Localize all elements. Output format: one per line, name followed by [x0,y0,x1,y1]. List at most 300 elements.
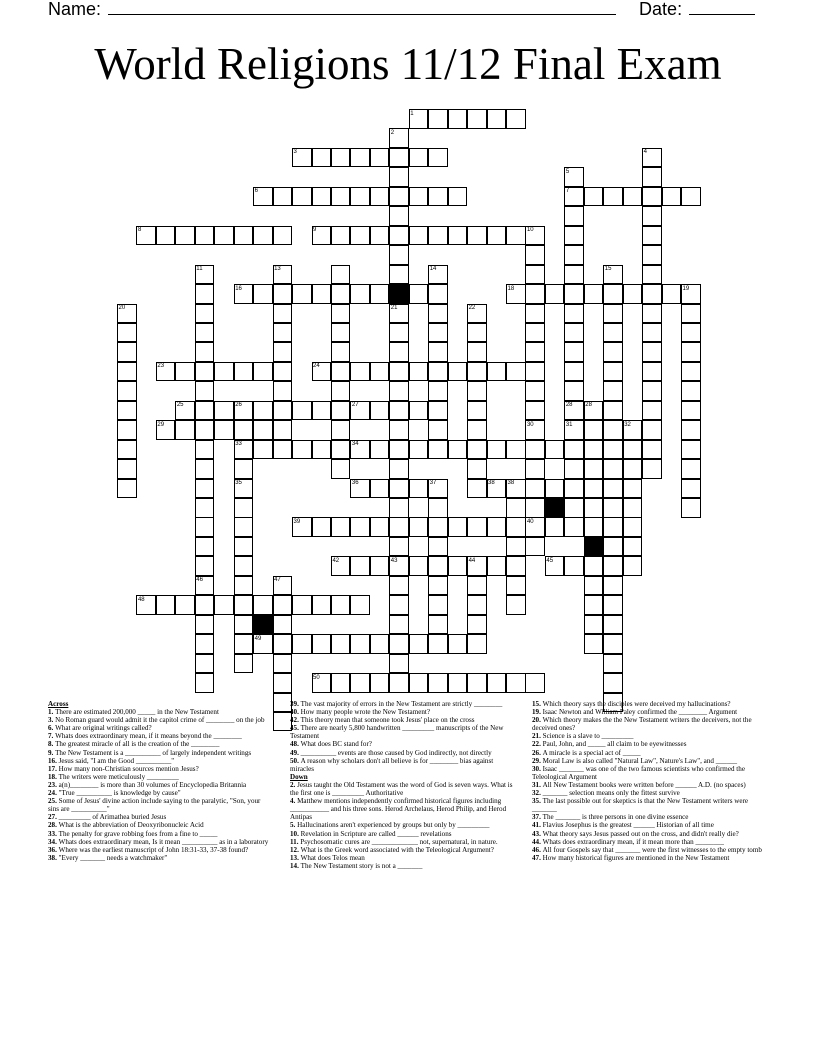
crossword-cell[interactable] [506,556,526,576]
crossword-cell[interactable] [389,673,409,693]
crossword-cell[interactable] [681,304,701,324]
crossword-cell[interactable] [642,245,662,265]
crossword-cell[interactable] [623,479,643,499]
crossword-cell[interactable] [273,401,293,421]
crossword-cell[interactable] [642,284,662,304]
crossword-cell[interactable] [175,420,195,440]
crossword-cell[interactable] [389,459,409,479]
crossword-cell[interactable] [195,284,215,304]
crossword-cell[interactable] [545,440,565,460]
crossword-cell[interactable] [603,440,623,460]
crossword-cell[interactable] [681,323,701,343]
crossword-cell[interactable] [564,323,584,343]
crossword-cell[interactable] [331,634,351,654]
crossword-cell[interactable] [273,420,293,440]
crossword-cell[interactable] [467,479,487,499]
crossword-cell[interactable] [117,479,137,499]
crossword-cell[interactable] [331,381,351,401]
crossword-cell[interactable] [428,342,448,362]
crossword-cell[interactable] [642,362,662,382]
crossword-cell[interactable] [253,226,273,246]
crossword-cell[interactable] [156,595,176,615]
crossword-cell[interactable] [642,381,662,401]
crossword-cell[interactable] [603,634,623,654]
crossword-cell[interactable] [117,381,137,401]
crossword-cell[interactable] [467,595,487,615]
crossword-cell[interactable] [195,654,215,674]
crossword-cell[interactable] [428,304,448,324]
crossword-cell[interactable] [662,284,682,304]
crossword-cell[interactable] [389,226,409,246]
crossword-cell[interactable] [389,381,409,401]
crossword-cell[interactable] [681,459,701,479]
crossword-cell[interactable] [487,226,507,246]
crossword-cell[interactable] [642,187,662,207]
crossword-cell[interactable] [467,634,487,654]
crossword-cell[interactable] [681,498,701,518]
crossword-cell[interactable] [428,440,448,460]
crossword-cell[interactable] [603,284,623,304]
crossword-cell[interactable] [506,498,526,518]
crossword-cell[interactable] [331,148,351,168]
crossword-cell[interactable] [292,595,312,615]
crossword-cell[interactable] [331,304,351,324]
crossword-cell[interactable] [195,517,215,537]
crossword-cell[interactable] [175,595,195,615]
crossword-cell[interactable] [506,537,526,557]
crossword-cell[interactable] [603,381,623,401]
crossword-cell[interactable] [506,673,526,693]
crossword-cell[interactable] [350,226,370,246]
crossword-cell[interactable] [273,323,293,343]
crossword-cell[interactable] [681,401,701,421]
crossword-cell[interactable] [448,226,468,246]
crossword-cell[interactable] [545,479,565,499]
crossword-cell[interactable] [642,420,662,440]
crossword-cell[interactable] [175,362,195,382]
crossword-cell[interactable] [525,362,545,382]
crossword-cell[interactable] [681,420,701,440]
crossword-cell[interactable] [603,459,623,479]
crossword-cell[interactable] [428,498,448,518]
crossword-cell[interactable] [350,517,370,537]
crossword-cell[interactable] [273,187,293,207]
crossword-cell[interactable] [409,440,429,460]
crossword-cell[interactable] [389,265,409,285]
crossword-cell[interactable] [409,148,429,168]
crossword-cell[interactable] [389,401,409,421]
crossword-cell[interactable] [584,187,604,207]
crossword-cell[interactable] [467,381,487,401]
crossword-cell[interactable] [331,595,351,615]
crossword-cell[interactable] [253,420,273,440]
crossword-cell[interactable] [525,381,545,401]
crossword-cell[interactable] [312,187,332,207]
crossword-cell[interactable] [370,517,390,537]
crossword-cell[interactable] [584,576,604,596]
crossword-cell[interactable] [525,498,545,518]
crossword-cell[interactable] [370,556,390,576]
crossword-cell[interactable] [389,615,409,635]
crossword-cell[interactable] [370,673,390,693]
crossword-cell[interactable] [584,556,604,576]
crossword-cell[interactable] [428,517,448,537]
crossword-cell[interactable] [214,226,234,246]
crossword-cell[interactable] [603,498,623,518]
crossword-cell[interactable] [195,362,215,382]
crossword-cell[interactable] [428,595,448,615]
crossword-cell[interactable] [428,615,448,635]
crossword-cell[interactable] [448,187,468,207]
crossword-cell[interactable] [564,226,584,246]
crossword-cell[interactable] [487,109,507,129]
crossword-cell[interactable] [350,673,370,693]
crossword-cell[interactable] [331,284,351,304]
crossword-cell[interactable] [117,401,137,421]
crossword-cell[interactable] [214,420,234,440]
crossword-cell[interactable] [370,187,390,207]
crossword-cell[interactable] [195,479,215,499]
crossword-cell[interactable] [195,673,215,693]
crossword-cell[interactable] [584,595,604,615]
crossword-cell[interactable] [331,362,351,382]
crossword-cell[interactable] [389,167,409,187]
crossword-cell[interactable] [642,440,662,460]
crossword-cell[interactable] [234,498,254,518]
crossword-cell[interactable] [350,187,370,207]
crossword-cell[interactable] [642,342,662,362]
crossword-cell[interactable] [603,595,623,615]
crossword-cell[interactable] [448,556,468,576]
crossword-cell[interactable] [662,187,682,207]
crossword-cell[interactable] [428,148,448,168]
crossword-cell[interactable] [584,420,604,440]
crossword-cell[interactable] [545,284,565,304]
crossword-cell[interactable] [467,673,487,693]
crossword-cell[interactable] [564,381,584,401]
crossword-cell[interactable] [331,342,351,362]
crossword-cell[interactable] [234,576,254,596]
crossword-cell[interactable] [253,401,273,421]
crossword-cell[interactable] [331,226,351,246]
crossword-cell[interactable] [564,265,584,285]
crossword-cell[interactable] [214,362,234,382]
crossword-cell[interactable] [525,401,545,421]
crossword-cell[interactable] [273,615,293,635]
crossword-cell[interactable] [428,362,448,382]
crossword-cell[interactable] [623,556,643,576]
crossword-cell[interactable] [642,304,662,324]
crossword-cell[interactable] [389,634,409,654]
crossword-cell[interactable] [409,517,429,537]
crossword-cell[interactable] [525,342,545,362]
crossword-cell[interactable] [389,440,409,460]
crossword-cell[interactable] [642,459,662,479]
crossword-cell[interactable] [603,673,623,693]
crossword-cell[interactable] [428,381,448,401]
crossword-cell[interactable] [117,342,137,362]
crossword-cell[interactable] [195,342,215,362]
crossword-cell[interactable] [603,479,623,499]
crossword-cell[interactable] [195,537,215,557]
crossword-cell[interactable] [389,342,409,362]
crossword-cell[interactable] [467,323,487,343]
crossword-cell[interactable] [234,537,254,557]
crossword-cell[interactable] [389,576,409,596]
crossword-cell[interactable] [603,401,623,421]
crossword-cell[interactable] [350,556,370,576]
crossword-cell[interactable] [467,109,487,129]
crossword-cell[interactable] [487,517,507,537]
crossword-cell[interactable] [331,401,351,421]
crossword-cell[interactable] [506,440,526,460]
crossword-cell[interactable] [195,440,215,460]
crossword-cell[interactable] [428,634,448,654]
crossword-cell[interactable] [195,401,215,421]
crossword-cell[interactable] [370,634,390,654]
crossword-cell[interactable] [370,148,390,168]
crossword-cell[interactable] [525,284,545,304]
crossword-cell[interactable] [584,459,604,479]
crossword-cell[interactable] [331,440,351,460]
crossword-cell[interactable] [389,498,409,518]
crossword-cell[interactable] [331,459,351,479]
crossword-cell[interactable] [564,284,584,304]
crossword-cell[interactable] [389,517,409,537]
crossword-cell[interactable] [564,440,584,460]
crossword-cell[interactable] [603,420,623,440]
crossword-cell[interactable] [564,479,584,499]
crossword-cell[interactable] [623,537,643,557]
crossword-cell[interactable] [525,245,545,265]
crossword-cell[interactable] [603,654,623,674]
crossword-cell[interactable] [525,673,545,693]
crossword-cell[interactable] [681,342,701,362]
crossword-cell[interactable] [448,673,468,693]
crossword-cell[interactable] [350,362,370,382]
crossword-cell[interactable] [117,420,137,440]
crossword-cell[interactable] [156,226,176,246]
crossword-cell[interactable] [253,595,273,615]
crossword-cell[interactable] [623,284,643,304]
crossword-cell[interactable] [273,595,293,615]
crossword-cell[interactable] [428,420,448,440]
crossword-cell[interactable] [292,440,312,460]
crossword-cell[interactable] [681,362,701,382]
crossword-cell[interactable] [117,362,137,382]
crossword-cell[interactable] [603,517,623,537]
crossword-cell[interactable] [642,323,662,343]
crossword-cell[interactable] [467,615,487,635]
crossword-cell[interactable] [331,673,351,693]
crossword-cell[interactable] [448,634,468,654]
crossword-cell[interactable] [428,284,448,304]
crossword-cell[interactable] [370,284,390,304]
crossword-cell[interactable] [409,284,429,304]
crossword-cell[interactable] [389,479,409,499]
crossword-cell[interactable] [312,284,332,304]
crossword-cell[interactable] [195,615,215,635]
crossword-cell[interactable] [350,148,370,168]
crossword-cell[interactable] [234,556,254,576]
crossword-cell[interactable] [273,284,293,304]
crossword-cell[interactable] [292,187,312,207]
crossword-cell[interactable] [467,459,487,479]
crossword-cell[interactable] [331,517,351,537]
crossword-cell[interactable] [370,362,390,382]
crossword-cell[interactable] [487,440,507,460]
crossword-cell[interactable] [234,420,254,440]
crossword-cell[interactable] [525,479,545,499]
crossword-cell[interactable] [564,517,584,537]
crossword-cell[interactable] [331,187,351,207]
crossword-cell[interactable] [467,362,487,382]
crossword-cell[interactable] [564,245,584,265]
crossword-cell[interactable] [195,226,215,246]
crossword-cell[interactable] [234,615,254,635]
crossword-cell[interactable] [350,284,370,304]
crossword-cell[interactable] [584,440,604,460]
crossword-cell[interactable] [564,342,584,362]
crossword-cell[interactable] [409,226,429,246]
crossword-cell[interactable] [292,284,312,304]
crossword-cell[interactable] [195,498,215,518]
crossword-cell[interactable] [467,576,487,596]
crossword-cell[interactable] [389,323,409,343]
crossword-cell[interactable] [234,362,254,382]
crossword-cell[interactable] [623,459,643,479]
crossword-cell[interactable] [273,381,293,401]
crossword-cell[interactable] [623,498,643,518]
crossword-cell[interactable] [312,517,332,537]
crossword-cell[interactable] [681,440,701,460]
crossword-cell[interactable] [273,304,293,324]
crossword-cell[interactable] [584,479,604,499]
crossword-cell[interactable] [506,517,526,537]
crossword-cell[interactable] [467,420,487,440]
crossword-cell[interactable] [642,401,662,421]
crossword-cell[interactable] [603,576,623,596]
crossword-cell[interactable] [195,381,215,401]
crossword-cell[interactable] [195,556,215,576]
crossword-cell[interactable] [642,206,662,226]
crossword-cell[interactable] [487,556,507,576]
crossword-cell[interactable] [195,634,215,654]
crossword-cell[interactable] [253,440,273,460]
crossword-cell[interactable] [584,498,604,518]
crossword-cell[interactable] [389,245,409,265]
crossword-cell[interactable] [331,420,351,440]
crossword-cell[interactable] [448,109,468,129]
crossword-cell[interactable] [467,517,487,537]
crossword-cell[interactable] [234,459,254,479]
crossword-cell[interactable] [448,362,468,382]
crossword-cell[interactable] [389,206,409,226]
crossword-cell[interactable] [584,517,604,537]
crossword-cell[interactable] [623,187,643,207]
crossword-cell[interactable] [603,187,623,207]
crossword-cell[interactable] [312,148,332,168]
crossword-cell[interactable] [409,479,429,499]
crossword-cell[interactable] [525,440,545,460]
crossword-cell[interactable] [467,342,487,362]
crossword-cell[interactable] [273,673,293,693]
crossword-cell[interactable] [253,284,273,304]
crossword-cell[interactable] [234,226,254,246]
crossword-cell[interactable] [389,537,409,557]
crossword-cell[interactable] [603,304,623,324]
crossword-cell[interactable] [525,304,545,324]
crossword-cell[interactable] [195,420,215,440]
crossword-cell[interactable] [623,517,643,537]
crossword-cell[interactable] [525,537,545,557]
crossword-cell[interactable] [312,595,332,615]
crossword-cell[interactable] [642,226,662,246]
crossword-cell[interactable] [428,673,448,693]
crossword-cell[interactable] [525,265,545,285]
crossword-cell[interactable] [273,654,293,674]
crossword-cell[interactable] [681,381,701,401]
crossword-cell[interactable] [448,440,468,460]
crossword-cell[interactable] [584,284,604,304]
crossword-cell[interactable] [214,595,234,615]
crossword-cell[interactable] [603,556,623,576]
crossword-cell[interactable] [389,362,409,382]
crossword-cell[interactable] [428,187,448,207]
crossword-cell[interactable] [195,323,215,343]
crossword-cell[interactable] [487,673,507,693]
crossword-cell[interactable] [312,401,332,421]
crossword-cell[interactable] [545,517,565,537]
crossword-cell[interactable] [234,634,254,654]
crossword-cell[interactable] [506,109,526,129]
crossword-cell[interactable] [234,654,254,674]
crossword-cell[interactable] [681,479,701,499]
crossword-cell[interactable] [525,323,545,343]
crossword-cell[interactable] [331,323,351,343]
crossword-cell[interactable] [370,479,390,499]
crossword-cell[interactable] [467,401,487,421]
crossword-cell[interactable] [642,265,662,285]
crossword-cell[interactable] [506,226,526,246]
crossword-cell[interactable] [312,440,332,460]
crossword-cell[interactable] [506,576,526,596]
crossword-cell[interactable] [564,304,584,324]
crossword-cell[interactable] [428,576,448,596]
crossword-cell[interactable] [603,342,623,362]
crossword-cell[interactable] [506,362,526,382]
crossword-cell[interactable] [273,226,293,246]
crossword-cell[interactable] [195,459,215,479]
crossword-cell[interactable] [525,459,545,479]
crossword-cell[interactable] [234,595,254,615]
crossword-cell[interactable] [409,187,429,207]
crossword-cell[interactable] [350,634,370,654]
crossword-cell[interactable] [428,109,448,129]
crossword-cell[interactable] [117,440,137,460]
crossword-cell[interactable] [487,362,507,382]
crossword-cell[interactable] [389,148,409,168]
crossword-cell[interactable] [642,167,662,187]
crossword-cell[interactable] [564,498,584,518]
crossword-cell[interactable] [195,304,215,324]
crossword-cell[interactable] [331,265,351,285]
crossword-cell[interactable] [467,440,487,460]
crossword-cell[interactable] [117,459,137,479]
crossword-cell[interactable] [428,226,448,246]
crossword-cell[interactable] [389,654,409,674]
crossword-cell[interactable] [428,323,448,343]
